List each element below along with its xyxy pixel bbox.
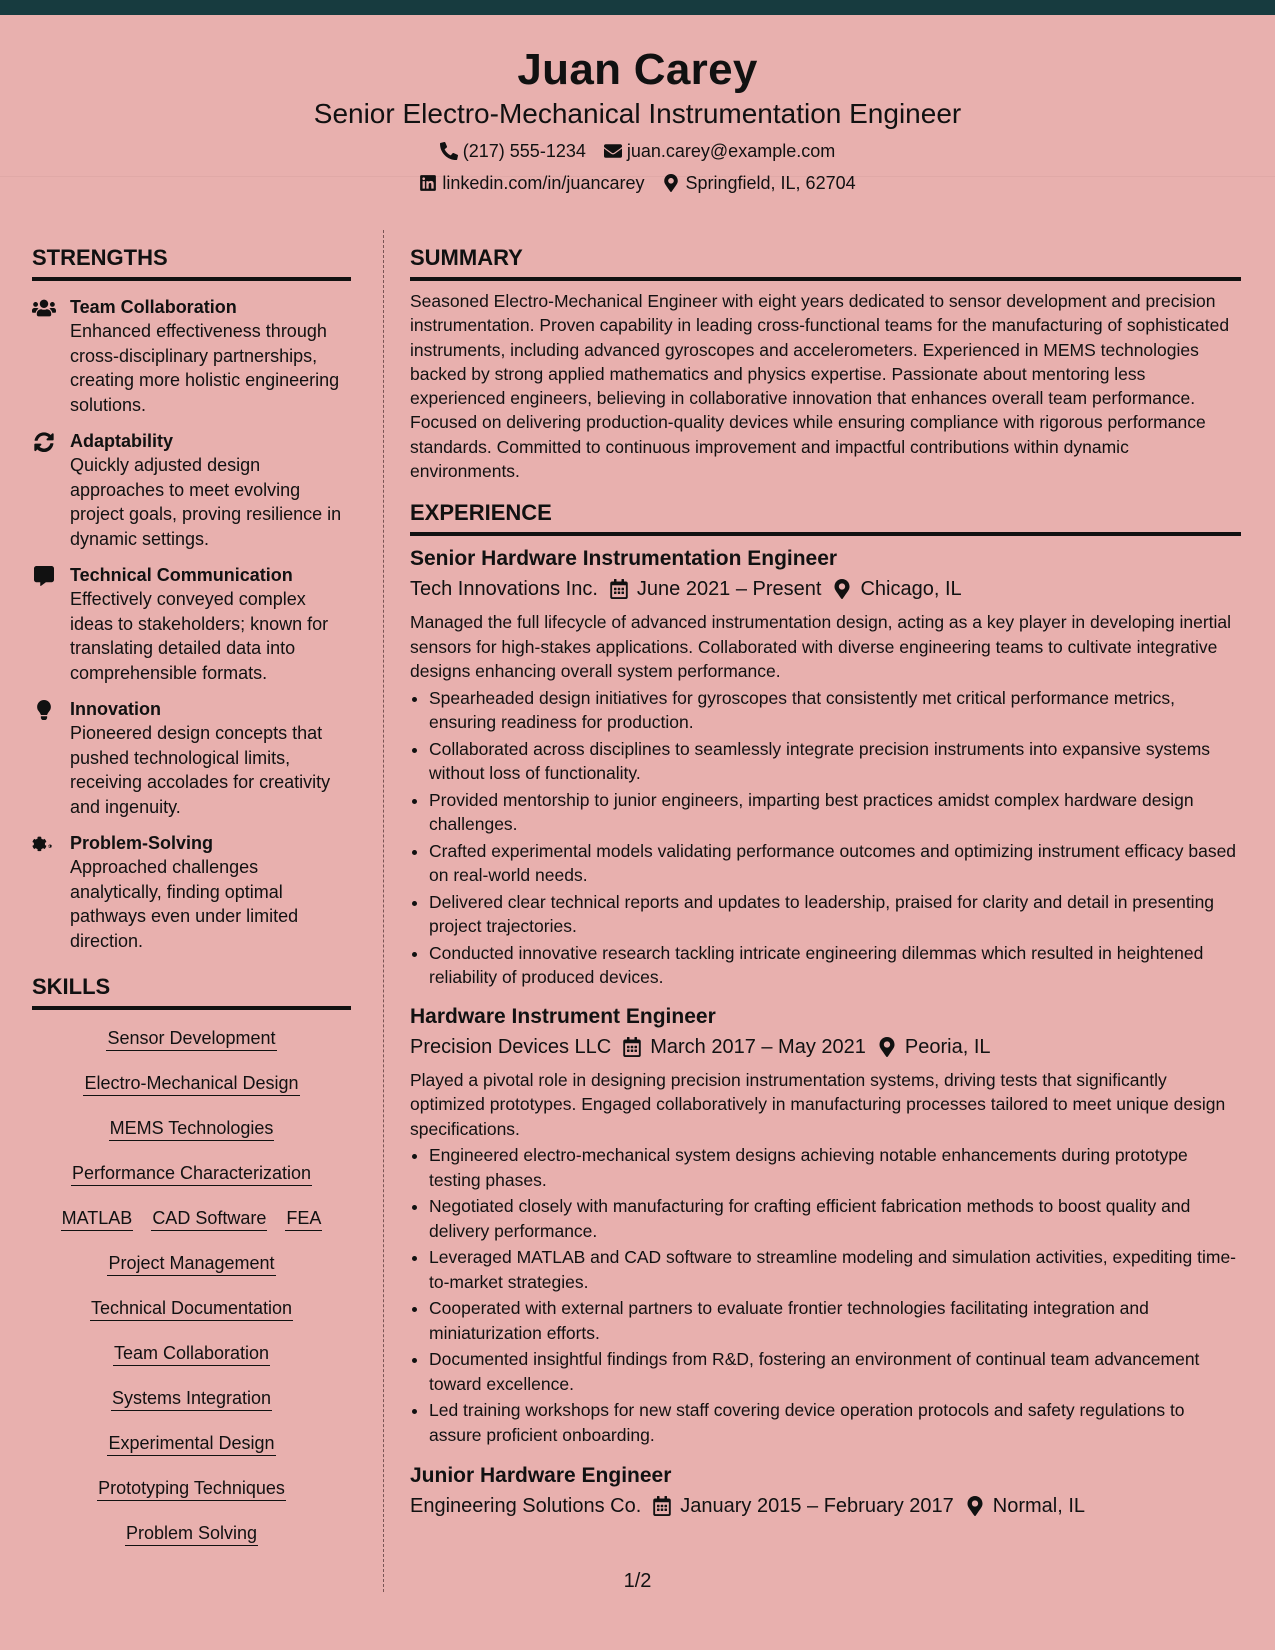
job-bullet: • Provided mentorship to junior engineers, imparting best practices amidst complex hardware design challenges. [429, 788, 1241, 837]
linkedin-icon [419, 174, 437, 192]
job-bullet: • Spearheaded design initiatives for gyroscopes that consistently met critical performance metrics, ensuring readiness for production. [429, 686, 1241, 735]
page-number: 1/2 [623, 1570, 652, 1592]
job-bullet: • Cooperated with external partners to evaluate frontier technologies facilitating integration and miniaturization efforts. [429, 1296, 1241, 1345]
skill-tag: MEMS Technologies [109, 1116, 275, 1141]
summary-text: Seasoned Electro-Mechanical Engineer with eight years dedicated to sensor development and precision instrumentation. Proven capability in leading cross-functional teams for the manufacturing of sophisticated instruments, including advanced gyroscopes and accelerometers. Experienced in MEMS technologies backed by strong applied mathematics and physics expertise. Passionate about mentoring less experienced engineers, believing in collaborative innovation that enhances overall team performance. Focused on delivering production-quality devices while ensuring compliance with rigorous performance standards. Committed to continuous improvement and impactful contributions within dynamic environments. [410, 291, 1230, 482]
map-marker-icon [662, 174, 680, 192]
strength-item [32, 563, 351, 685]
job-bullet: • Crafted experimental models validating performance outcomes and optimizing instrument efficacy based on real-world needs. [429, 839, 1241, 888]
skill-tag: Technical Documentation [90, 1296, 293, 1321]
strength-desc: Quickly adjusted design approaches to meet evolving project goals, proving resilience in dynamic settings. [70, 455, 342, 549]
column-divider [383, 230, 384, 1592]
map-marker-icon [833, 579, 851, 599]
map-marker-icon [966, 1496, 984, 1516]
comment-icon [32, 563, 70, 685]
job-location: Chicago, IL [860, 578, 962, 601]
strength-title: Problem-Solving [70, 833, 214, 853]
calendar-icon [653, 1496, 671, 1516]
job-dates: March 2017 – May 2021 [650, 1035, 866, 1058]
job-location: Normal, IL [992, 1495, 1086, 1518]
job-meta [410, 1032, 1241, 1062]
strength-desc: Approached challenges analytically, finding optimal pathways even under limited direction. [70, 857, 299, 951]
top-bar [0, 0, 1275, 15]
strength-item [32, 295, 351, 417]
resume-header [0, 15, 1275, 193]
skill-tag: Prototyping Techniques [97, 1476, 286, 1501]
envelope-icon [604, 142, 622, 160]
linkedin-text: linkedin.com/in/juancarey [442, 173, 645, 193]
job-entry [410, 1002, 1241, 1448]
job-bullet: • Documented insightful findings from R&D, fostering an environment of continual team advancement toward excellence. [429, 1347, 1241, 1396]
skill-tag: Sensor Development [106, 1026, 276, 1051]
strength-title: Technical Communication [70, 565, 293, 585]
left-column [32, 244, 351, 1556]
skill-tag: MATLAB [61, 1206, 134, 1231]
job-description: Managed the full lifecycle of advanced instrumentation design, acting as a key player in developing inertial sensors for high-stakes applications. Collaborated with diverse engineering teams to cultivate integrative designs enhancing overall system performance. [410, 612, 1232, 682]
users-icon [32, 295, 70, 417]
strength-title: Team Collaboration [70, 297, 237, 317]
strength-desc: Pioneered design concepts that pushed technological limits, receiving accolades for creativity and ingenuity. [70, 723, 331, 817]
phone-contact [440, 135, 586, 167]
phone-icon [440, 142, 458, 160]
skills-list [32, 1010, 351, 1556]
job-company: Precision Devices LLC [410, 1035, 612, 1058]
job-bullet: • Led training workshops for new staff covering device operation protocols and safety regulations to assure proficient onboarding. [429, 1398, 1241, 1447]
strength-title: Adaptability [70, 431, 174, 451]
job-description: Played a pivotal role in designing precision instrumentation systems, driving tests that significantly optimized prototypes. Engaged collaboratively in manufacturing processes tailored to meet unique design specifications. [410, 1069, 1226, 1139]
job-bullets [410, 1143, 1241, 1447]
candidate-name: Juan Carey [517, 45, 758, 94]
job-entry [410, 1461, 1241, 1521]
linkedin-contact[interactable] [419, 167, 644, 199]
skill-tag: Electro-Mechanical Design [83, 1071, 299, 1096]
candidate-title: Senior Electro-Mechanical Instrumentation Engineer [313, 98, 962, 129]
contact-row-1 [0, 135, 1275, 167]
job-entry [410, 544, 1241, 990]
location-text: Springfield, IL, 62704 [685, 173, 856, 193]
skill-tag: Problem Solving [125, 1521, 258, 1546]
job-bullet: • Leveraged MATLAB and CAD software to streamline modeling and simulation activities, expediting time-to-market strategies. [429, 1245, 1241, 1294]
gears-icon [32, 831, 70, 953]
job-dates: June 2021 – Present [636, 578, 822, 601]
skill-tag: FEA [285, 1206, 322, 1231]
strength-desc: Effectively conveyed complex ideas to stakeholders; known for translating detailed data into comprehensible formats. [70, 589, 329, 683]
strength-desc: Enhanced effectiveness through cross-disciplinary partnerships, creating more holistic engineering solutions. [70, 321, 340, 415]
strength-item [32, 831, 351, 953]
job-bullet: • Collaborated across disciplines to seamlessly integrate precision instruments into expansive systems without loss of functionality. [429, 737, 1241, 786]
job-title: Hardware Instrument Engineer [410, 1004, 716, 1028]
skill-tag: Experimental Design [107, 1431, 275, 1456]
job-company: Engineering Solutions Co. [410, 1495, 642, 1518]
skill-tag: Performance Characterization [71, 1161, 312, 1186]
experience-heading: EXPERIENCE [410, 499, 1241, 536]
job-company: Tech Innovations Inc. [410, 578, 598, 601]
job-title: Junior Hardware Engineer [410, 1464, 672, 1488]
strength-item [32, 429, 351, 551]
map-marker-icon [878, 1037, 896, 1057]
job-bullet: • Negotiated closely with manufacturing for crafting efficient fabrication methods to boost quality and delivery performance. [429, 1194, 1241, 1243]
job-dates: January 2015 – February 2017 [680, 1495, 954, 1518]
skill-tag: CAD Software [151, 1206, 267, 1231]
job-meta [410, 574, 1241, 604]
skill-tag: Systems Integration [111, 1386, 272, 1411]
phone-text: (217) 555-1234 [462, 141, 586, 161]
right-column [410, 244, 1241, 1527]
strength-item [32, 697, 351, 819]
skill-tag: Team Collaboration [113, 1341, 270, 1366]
lightbulb-icon [32, 697, 70, 819]
job-location: Peoria, IL [904, 1035, 991, 1058]
refresh-icon [32, 429, 70, 551]
calendar-icon [623, 1037, 641, 1057]
job-meta [410, 1491, 1241, 1521]
contact-row-2 [0, 167, 1275, 199]
job-bullet: • Delivered clear technical reports and updates to leadership, praised for clarity and detail in presenting project trajectories. [429, 890, 1241, 939]
skill-tag: Project Management [107, 1251, 275, 1276]
job-bullet: • Conducted innovative research tackling intricate engineering dilemmas which resulted in heightened reliability of produced devices. [429, 941, 1241, 990]
strength-title: Innovation [70, 699, 161, 719]
email-contact[interactable] [604, 135, 835, 167]
email-text: juan.carey@example.com [626, 141, 836, 161]
location-contact [662, 167, 855, 199]
calendar-icon [610, 579, 628, 599]
job-bullet: • Engineered electro-mechanical system designs achieving notable enhancements during prototype testing phases. [429, 1143, 1241, 1192]
strengths-heading: STRENGTHS [32, 244, 351, 281]
job-bullets [410, 686, 1241, 990]
summary-heading: SUMMARY [410, 244, 1241, 281]
job-title: Senior Hardware Instrumentation Engineer [410, 547, 838, 571]
skills-heading: SKILLS [32, 973, 351, 1010]
